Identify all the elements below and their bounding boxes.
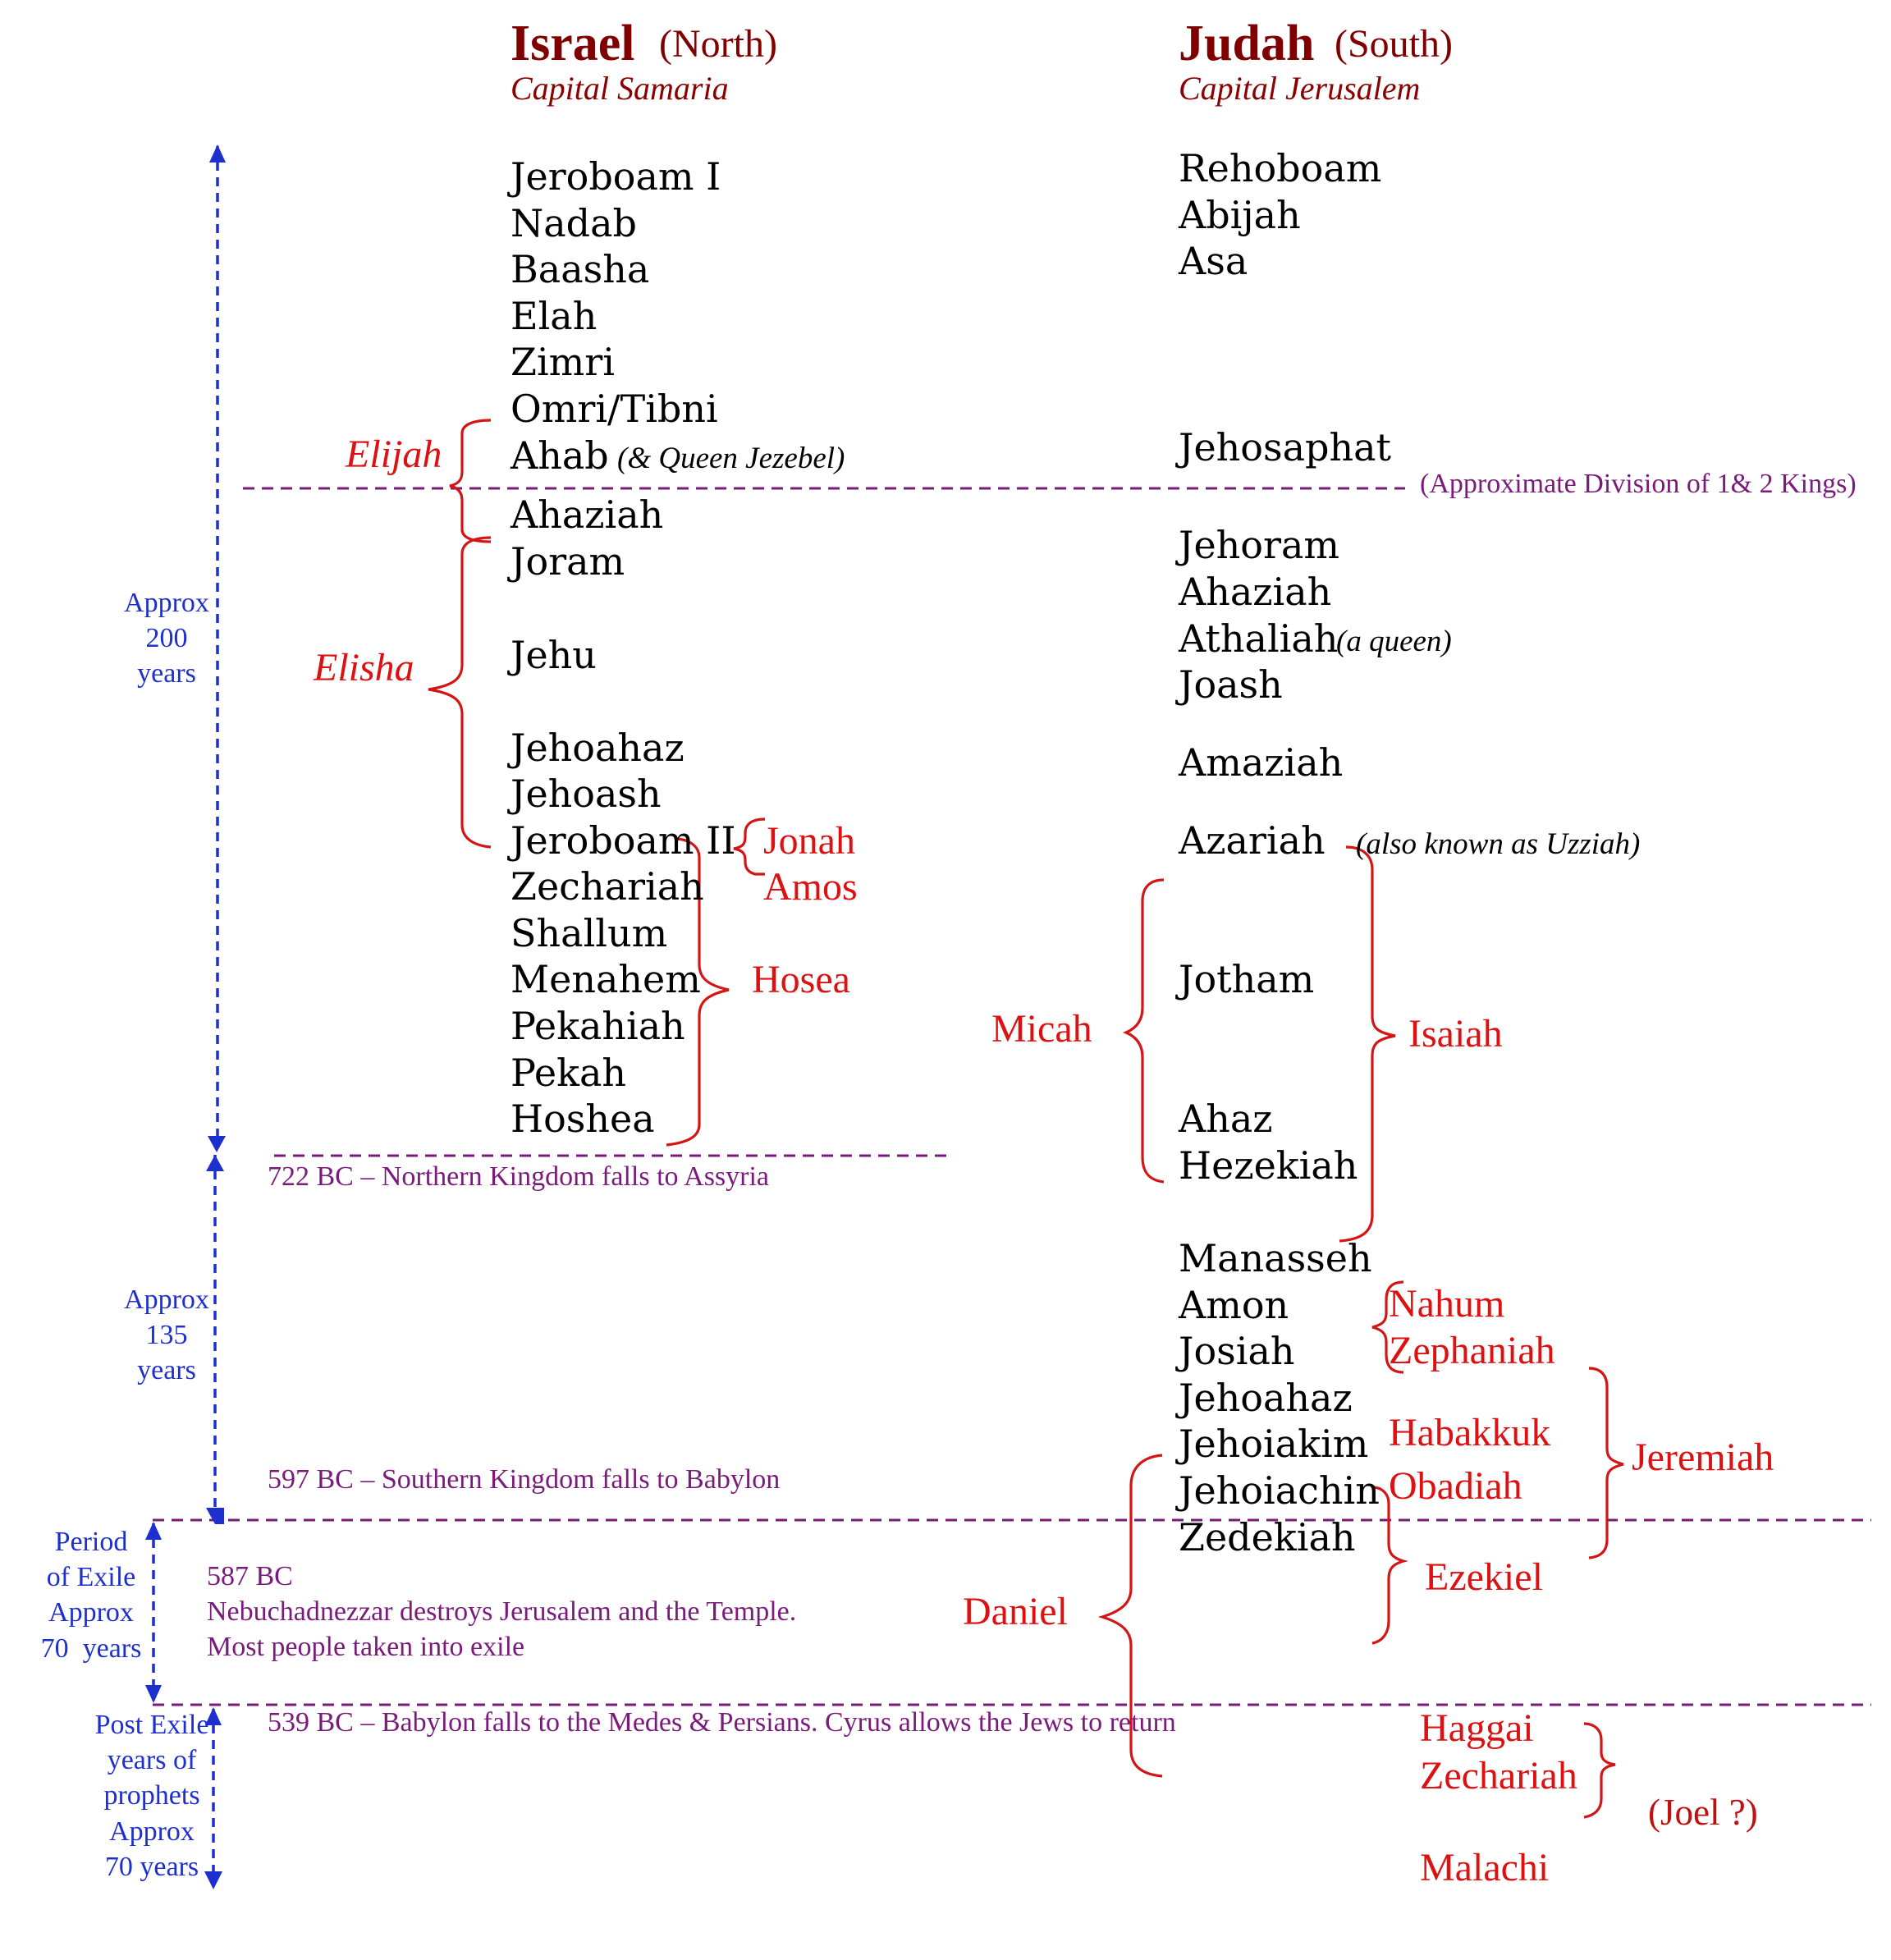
israel-king: Menahem [511,957,701,1001]
prophet-nahum: Nahum [1389,1282,1505,1326]
israel-king: Ahab [511,433,609,478]
elisha-brace [428,538,491,847]
israel-king: Baasha [511,247,650,291]
israel-king: Pekah [511,1051,627,1095]
israel-king: Jehoahaz [511,726,685,770]
judah-king: Ahaz [1179,1097,1273,1141]
israel-king: Zechariah [511,864,704,909]
judah-king: Amaziah [1179,740,1344,785]
judah-region: (South) [1335,22,1453,66]
israel-king: Jehoash [511,772,662,816]
israel-king: Ahaziah [511,492,664,537]
prophet-isaiah: Isaiah [1408,1012,1503,1056]
judah-king: Jehoahaz [1179,1376,1353,1420]
israel-king: Joram [511,539,625,584]
prophet-ezekiel: Ezekiel [1425,1555,1543,1599]
israel-capital: Capital Samaria [511,70,729,107]
judah-king: Amon [1179,1283,1289,1327]
judah-title: Judah [1179,16,1315,71]
israel-king: Jeroboam I [511,154,721,199]
jerusalem-year-label: 587 BC [207,1561,293,1591]
span-label-exile: Period of Exile Approx 70 years [40,1527,142,1664]
prophet-hosea: Hosea [752,958,850,1001]
israel-region: (North) [659,22,777,66]
elijah-brace [450,420,491,542]
judah-king: Asa [1179,239,1248,283]
babylon-falls-label: 539 BC – Babylon falls to the Medes & Persians. Cyrus allows the Jews to return [268,1707,1176,1738]
span-label-135-years: Approx 135 years [124,1285,209,1386]
athaliah-note: (a queen) [1336,625,1452,658]
prophet-jonah: Jonah [763,819,855,863]
prophet-haggai: Haggai [1420,1706,1534,1750]
judah-king: Jehosaphat [1179,425,1391,469]
israel-title: Israel [511,16,635,71]
north-falls-label: 722 BC – Northern Kingdom falls to Assyria [268,1161,770,1192]
prophet-joel: (Joel ?) [1648,1792,1758,1833]
kings-division-label: (Approximate Division of 1& 2 Kings) [1420,469,1857,499]
prophet-zechariah: Zechariah [1420,1754,1577,1797]
south-falls-label: 597 BC – Southern Kingdom falls to Babylon [268,1464,781,1495]
prophet-micah: Micah [991,1007,1092,1051]
micah-brace [1126,880,1164,1182]
judah-king: Manasseh [1179,1236,1372,1280]
judah-king: Hezekiah [1179,1143,1358,1188]
jerusalem-destroyed-label: Nebuchadnezzar destroys Jerusalem and the Temple. [207,1596,797,1627]
haggai-zechariah-brace [1584,1724,1615,1817]
israel-king: Nadab [511,201,637,245]
azariah-note: (also known as Uzziah) [1356,827,1641,861]
israel-king: Pekahiah [511,1004,685,1048]
span-label-post-exile: Post Exile years of prophets Approx 70 years [94,1710,209,1882]
judah-king: Zedekiah [1179,1515,1356,1559]
judah-king: Rehoboam [1179,146,1382,190]
judah-king: Ahaziah [1179,570,1332,614]
judah-king: Athaliah [1179,616,1339,661]
judah-king: Abijah [1179,193,1301,237]
judah-king: Jotham [1179,957,1315,1001]
judah-capital: Capital Jerusalem [1179,70,1421,107]
prophet-habakkuk: Habakkuk [1389,1411,1551,1454]
prophet-daniel: Daniel [963,1590,1068,1633]
judah-king: Josiah [1179,1329,1295,1373]
israel-king: Omri/Tibni [511,387,718,431]
prophet-elijah: Elijah [346,433,442,476]
prophet-malachi: Malachi [1420,1846,1550,1889]
judah-king: Jehoram [1179,523,1340,567]
jeremiah-brace [1589,1368,1623,1558]
exile-label: Most people taken into exile [207,1632,525,1662]
ahab-note: (& Queen Jezebel) [617,442,845,475]
judah-king: Joash [1179,662,1283,707]
prophet-zephaniah: Zephaniah [1389,1329,1555,1372]
israel-king: Shallum [511,911,668,955]
jonah-amos-brace [734,819,765,874]
israel-king: Hoshea [511,1097,655,1141]
span-label-200-years: Approx 200 years [124,588,209,689]
israel-king: Jehu [511,633,597,677]
israel-king: Jeroboam II [511,818,736,863]
prophet-amos: Amos [763,865,858,909]
prophet-obadiah: Obadiah [1389,1464,1522,1508]
judah-king: Azariah [1179,818,1326,863]
judah-king: Jehoiachin [1179,1468,1380,1513]
prophet-jeremiah: Jeremiah [1632,1436,1774,1479]
judah-king: Jehoiakim [1179,1422,1369,1466]
israel-king: Elah [511,294,598,338]
prophet-elisha: Elisha [314,646,414,689]
israel-king: Zimri [511,340,615,384]
